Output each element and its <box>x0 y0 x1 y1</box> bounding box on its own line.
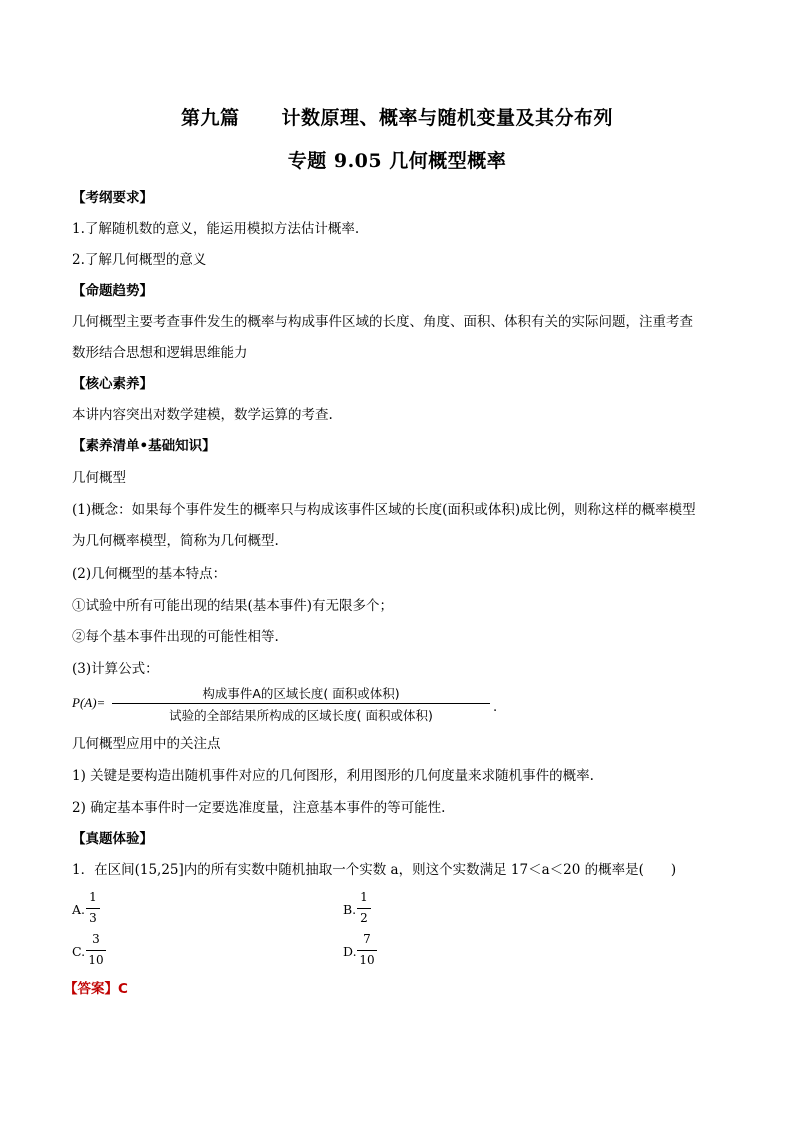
focus-item-2: 2) 确定基本事件时一定要选准度量，注意基本事件的等可能性. <box>72 800 446 816</box>
feature-item-1: ①试验中所有可能出现的结果(基本事件)有无限多个； <box>72 598 394 614</box>
formula-title: (3)计算公式： <box>72 661 159 677</box>
option-fraction-bar <box>357 950 377 951</box>
chapter-title <box>0 103 794 130</box>
option-numerator: 3 <box>92 932 100 946</box>
formula-lhs: P(A)= <box>72 695 106 710</box>
section-syllabus-title: 【考纲要求】 <box>72 190 153 206</box>
fraction-bar <box>112 703 490 704</box>
option-numerator: 7 <box>363 932 371 946</box>
trend-line-2: 数形结合思想和逻辑思维能力 <box>72 345 248 361</box>
syllabus-item-2: 2.了解几何概型的意义 <box>72 252 207 268</box>
question-stem: 1．在区间(15,25]内的所有实数中随机抽取一个实数 a，则这个实数满足 17＜a＜20 的概率是( ) <box>72 862 677 878</box>
syllabus-item-1: 1.了解随机数的意义，能运用模拟方法估计概率. <box>72 221 360 237</box>
part-label: 第九篇 <box>180 107 240 129</box>
concept-line-2: 为几何概率模型，简称为几何概型. <box>72 533 279 549</box>
option-denominator: 2 <box>360 911 368 925</box>
option-fraction-bar <box>86 908 100 909</box>
topic-title: 专题 9.05 几何概型概率 <box>287 150 507 172</box>
option-label: A. <box>72 902 86 917</box>
basics-heading: 几何概型 <box>72 470 126 486</box>
answer-label: 【答案】 <box>64 981 118 997</box>
chapter-name: 计数原理、概率与随机变量及其分布列 <box>281 107 614 129</box>
section-core-title: 【核心素养】 <box>72 376 153 392</box>
option-denominator: 3 <box>89 911 97 925</box>
focus-heading: 几何概型应用中的关注点 <box>72 736 221 752</box>
formula-denominator: 试验的全部结果所构成的区域长度( 面积或体积) <box>169 708 433 723</box>
option-fraction-bar <box>357 908 371 909</box>
option-fraction-bar <box>86 950 106 951</box>
section-exam-title: 【真题体验】 <box>72 831 153 847</box>
option-numerator: 1 <box>360 890 368 904</box>
answer-line <box>64 977 128 997</box>
option-label: B. <box>343 902 357 917</box>
option-denominator: 10 <box>359 953 375 967</box>
core-line-1: 本讲内容突出对数学建模，数学运算的考查. <box>72 407 333 423</box>
features-title: (2)几何概型的基本特点： <box>72 566 227 582</box>
focus-item-1: 1) 关键是要构造出随机事件对应的几何图形，利用图形的几何度量来求随机事件的概率. <box>72 768 594 784</box>
answer-value: C <box>118 981 128 997</box>
section-basics-title: 【素养清单•基础知识】 <box>72 438 216 454</box>
feature-item-2: ②每个基本事件出现的可能性相等. <box>72 629 279 645</box>
option-denominator: 10 <box>88 953 104 967</box>
formula-numerator: 构成事件A的区域长度( 面积或体积) <box>202 686 400 701</box>
option-label: C. <box>72 944 86 959</box>
trend-line-1: 几何概型主要考查事件发生的概率与构成事件区域的长度、角度、面积、体积有关的实际问题，注重考查 <box>72 314 693 330</box>
option-numerator: 1 <box>89 890 97 904</box>
section-trend-title: 【命题趋势】 <box>72 283 153 299</box>
formula-period: . <box>493 700 498 715</box>
concept-line-1: (1)概念：如果每个事件发生的概率只与构成该事件区域的长度(面积或体积)成比例，则称这样的概率模型 <box>72 502 696 518</box>
option-label: D. <box>343 944 357 959</box>
